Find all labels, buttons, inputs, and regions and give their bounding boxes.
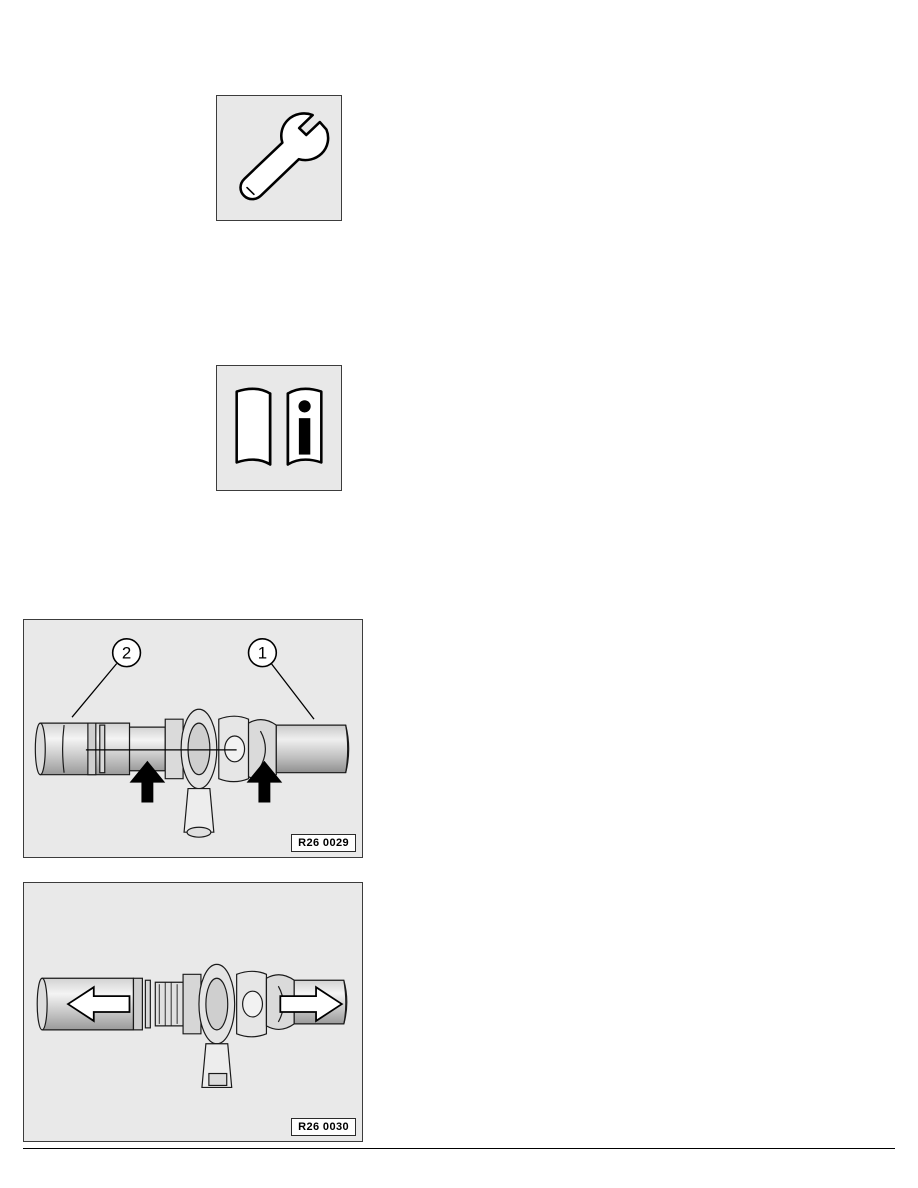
wrench-icon — [217, 96, 341, 220]
callout-1 — [249, 639, 314, 719]
figure-propeller-shaft-separate — [23, 882, 363, 1142]
footer-divider — [23, 1148, 895, 1149]
callout-2 — [72, 639, 140, 717]
note-icon-box — [216, 365, 342, 491]
figure-1-caption: R26 0029 — [291, 834, 356, 852]
special-tool-icon-box — [216, 95, 342, 221]
figure-propeller-shaft-marks — [23, 619, 363, 858]
svg-text:1: 1 — [257, 643, 268, 663]
figure-2-caption: R26 0030 — [291, 1118, 356, 1136]
figure-1-illustration — [24, 620, 362, 857]
figure-2-illustration — [24, 883, 362, 1141]
open-book-information-icon — [217, 366, 341, 490]
info-letter-i — [298, 400, 310, 454]
svg-text:2: 2 — [121, 643, 132, 663]
